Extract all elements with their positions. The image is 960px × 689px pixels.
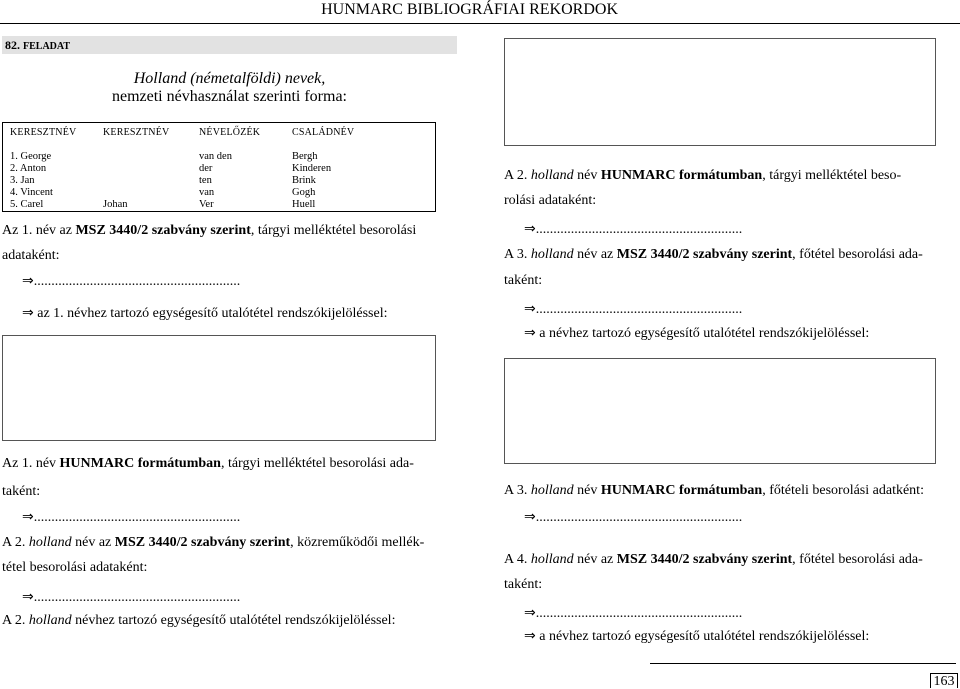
text-italic: holland — [28, 613, 72, 628]
question-3-line2: taként: — [504, 273, 543, 288]
arrow-icon: ⇒ — [524, 301, 536, 317]
table-cell — [103, 187, 128, 199]
names-table — [2, 122, 436, 212]
arrow-icon: ⇒ — [22, 273, 34, 289]
reference-prompt-3 — [524, 325, 869, 342]
arrow-icon: ⇒ — [524, 509, 536, 525]
arrow-icon: ⇒ — [524, 628, 536, 644]
text: A 2. — [2, 535, 29, 550]
reference-text: a névhez tartozó egységesítő utalótétel rendszókijelöléssel: — [539, 326, 870, 341]
running-header: HUNMARC BIBLIOGRÁFIAI REKORDOK — [321, 1, 618, 18]
answer-dots: ........................................................... — [535, 302, 743, 317]
question-7 — [504, 482, 924, 499]
table-cell: ten — [199, 175, 212, 186]
arrow-icon: ⇒ — [22, 589, 34, 605]
text-italic: holland — [530, 247, 574, 262]
names-title-line1: Holland (németalföldi) nevek, — [133, 70, 326, 87]
arrow-icon: ⇒ — [524, 325, 536, 341]
answer-box-right-middle[interactable] — [504, 358, 936, 464]
table-cell: 5. Carel — [10, 199, 44, 210]
table-cell — [103, 163, 128, 175]
table-cell: Kinderen — [292, 163, 332, 174]
answer-dots: ........................................................... — [535, 510, 743, 525]
text: névhez tartozó egységesítő utalótétel rendszókijelöléssel: — [71, 613, 396, 628]
table-cell: 2. Anton — [10, 163, 47, 174]
text: , főtétel besorolási ada- — [792, 552, 923, 567]
reference-prompt-1 — [22, 305, 388, 322]
answer-line-1[interactable] — [22, 273, 240, 290]
text-bold: MSZ 3440/2 szabvány szerint — [616, 247, 793, 262]
text: A 2. — [2, 613, 29, 628]
task-number: 82. — [5, 38, 20, 52]
text: , tárgyi melléktétel besorolási — [250, 223, 417, 238]
table-cell: Bergh — [292, 151, 318, 162]
answer-box-right-top[interactable] — [504, 38, 936, 146]
text: név — [573, 168, 601, 183]
text-italic: holland — [530, 552, 574, 567]
answer-line-2[interactable] — [524, 221, 742, 238]
table-cell: Johan — [103, 199, 128, 210]
text-bold: HUNMARC formátumban — [59, 456, 221, 471]
text: név — [573, 483, 601, 498]
arrow-icon: ⇒ — [524, 221, 536, 237]
text: , főtétel besorolási ada- — [792, 247, 923, 262]
question-5-line2: tétel besorolási adataként: — [2, 560, 148, 575]
table-cell: Huell — [292, 199, 316, 210]
table-header-prefix: NÉVELŐZÉK — [199, 127, 261, 138]
text: A 3. — [504, 483, 531, 498]
reference-prompt-4 — [524, 628, 869, 645]
text: , közreműködői mellék- — [290, 535, 425, 550]
text: név az — [71, 535, 115, 550]
table-header-firstname-2: KERESZTNÉV — [103, 127, 170, 138]
answer-line-4[interactable] — [22, 509, 240, 526]
text-italic: holland — [28, 535, 72, 550]
text-bold: MSZ 3440/2 szabvány szerint — [75, 223, 251, 238]
question-5-line1 — [2, 534, 424, 551]
text: , tárgyi melléktétel besorolási ada- — [220, 456, 414, 471]
question-8-line1 — [504, 551, 923, 568]
header-rule — [0, 23, 960, 24]
answer-line-3[interactable] — [524, 301, 742, 318]
answer-dots: ........................................................... — [535, 606, 743, 621]
text: A 2. — [504, 168, 531, 183]
table-cell — [103, 151, 128, 163]
question-1-line1 — [2, 222, 416, 239]
text: Az 1. név az — [2, 223, 76, 238]
footer-rule — [650, 663, 956, 664]
question-6 — [2, 612, 395, 629]
answer-dots: ........................................................... — [535, 222, 743, 237]
question-1-line2: adataként: — [2, 248, 60, 263]
question-2-line2: rolási adataként: — [504, 193, 597, 208]
text: , főtételi besorolási adatként: — [762, 483, 924, 498]
table-col-firstname-2 — [103, 151, 128, 211]
table-cell: Gogh — [292, 187, 316, 198]
table-col-surname — [292, 151, 331, 211]
arrow-icon: ⇒ — [22, 509, 34, 525]
arrow-icon: ⇒ — [524, 605, 536, 621]
reference-text: az 1. névhez tartozó egységesítő utalótétel rendszókijelöléssel: — [37, 306, 388, 321]
table-cell: 1. George — [10, 151, 52, 162]
text: név az — [573, 247, 617, 262]
table-cell: Ver — [199, 199, 214, 210]
table-cell: 3. Jan — [10, 175, 35, 186]
text-bold: HUNMARC formátumban — [600, 168, 763, 183]
reference-text: a névhez tartozó egységesítő utalótétel rendszókijelöléssel: — [539, 629, 870, 644]
question-4-line1 — [2, 455, 414, 472]
table-cell: van den — [199, 151, 232, 162]
text-italic: holland — [530, 168, 574, 183]
table-cell: der — [199, 163, 213, 174]
table-cell — [103, 175, 128, 187]
question-3-line1 — [504, 246, 923, 263]
question-2-line1 — [504, 167, 901, 184]
text: név az — [573, 552, 617, 567]
answer-box-left[interactable] — [2, 335, 436, 441]
table-header-firstname: KERESZTNÉV — [10, 127, 77, 138]
arrow-icon: ⇒ — [22, 305, 34, 321]
text-bold: MSZ 3440/2 szabvány szerint — [616, 552, 793, 567]
table-cell: van — [199, 187, 215, 198]
table-col-firstname — [10, 151, 53, 211]
answer-dots: ........................................................... — [33, 274, 241, 289]
text: A 3. — [504, 247, 531, 262]
answer-line-5[interactable] — [22, 589, 240, 606]
text-italic: holland — [530, 483, 574, 498]
text: A 4. — [504, 552, 531, 567]
page-number: 163 — [930, 673, 958, 688]
answer-dots: ........................................................... — [33, 510, 241, 525]
text: , tárgyi melléktétel beso- — [762, 168, 902, 183]
table-cell: 4. Vincent — [10, 187, 53, 198]
question-8-line2: taként: — [504, 577, 543, 592]
answer-dots: ........................................................... — [33, 590, 241, 605]
question-4-line2: taként: — [2, 484, 41, 499]
task-heading — [2, 36, 457, 54]
task-label: FELADAT — [23, 41, 71, 52]
table-cell: Brink — [292, 175, 316, 186]
text: Az 1. név — [2, 456, 60, 471]
table-header-surname: CSALÁDNÉV — [292, 127, 355, 138]
names-title-line2: nemzeti névhasználat szerinti forma: — [111, 88, 347, 105]
answer-line-7[interactable] — [524, 509, 742, 526]
text-bold: MSZ 3440/2 szabvány szerint — [114, 535, 291, 550]
text-bold: HUNMARC formátumban — [600, 483, 763, 498]
answer-line-8[interactable] — [524, 605, 742, 622]
table-col-prefix — [199, 151, 232, 211]
